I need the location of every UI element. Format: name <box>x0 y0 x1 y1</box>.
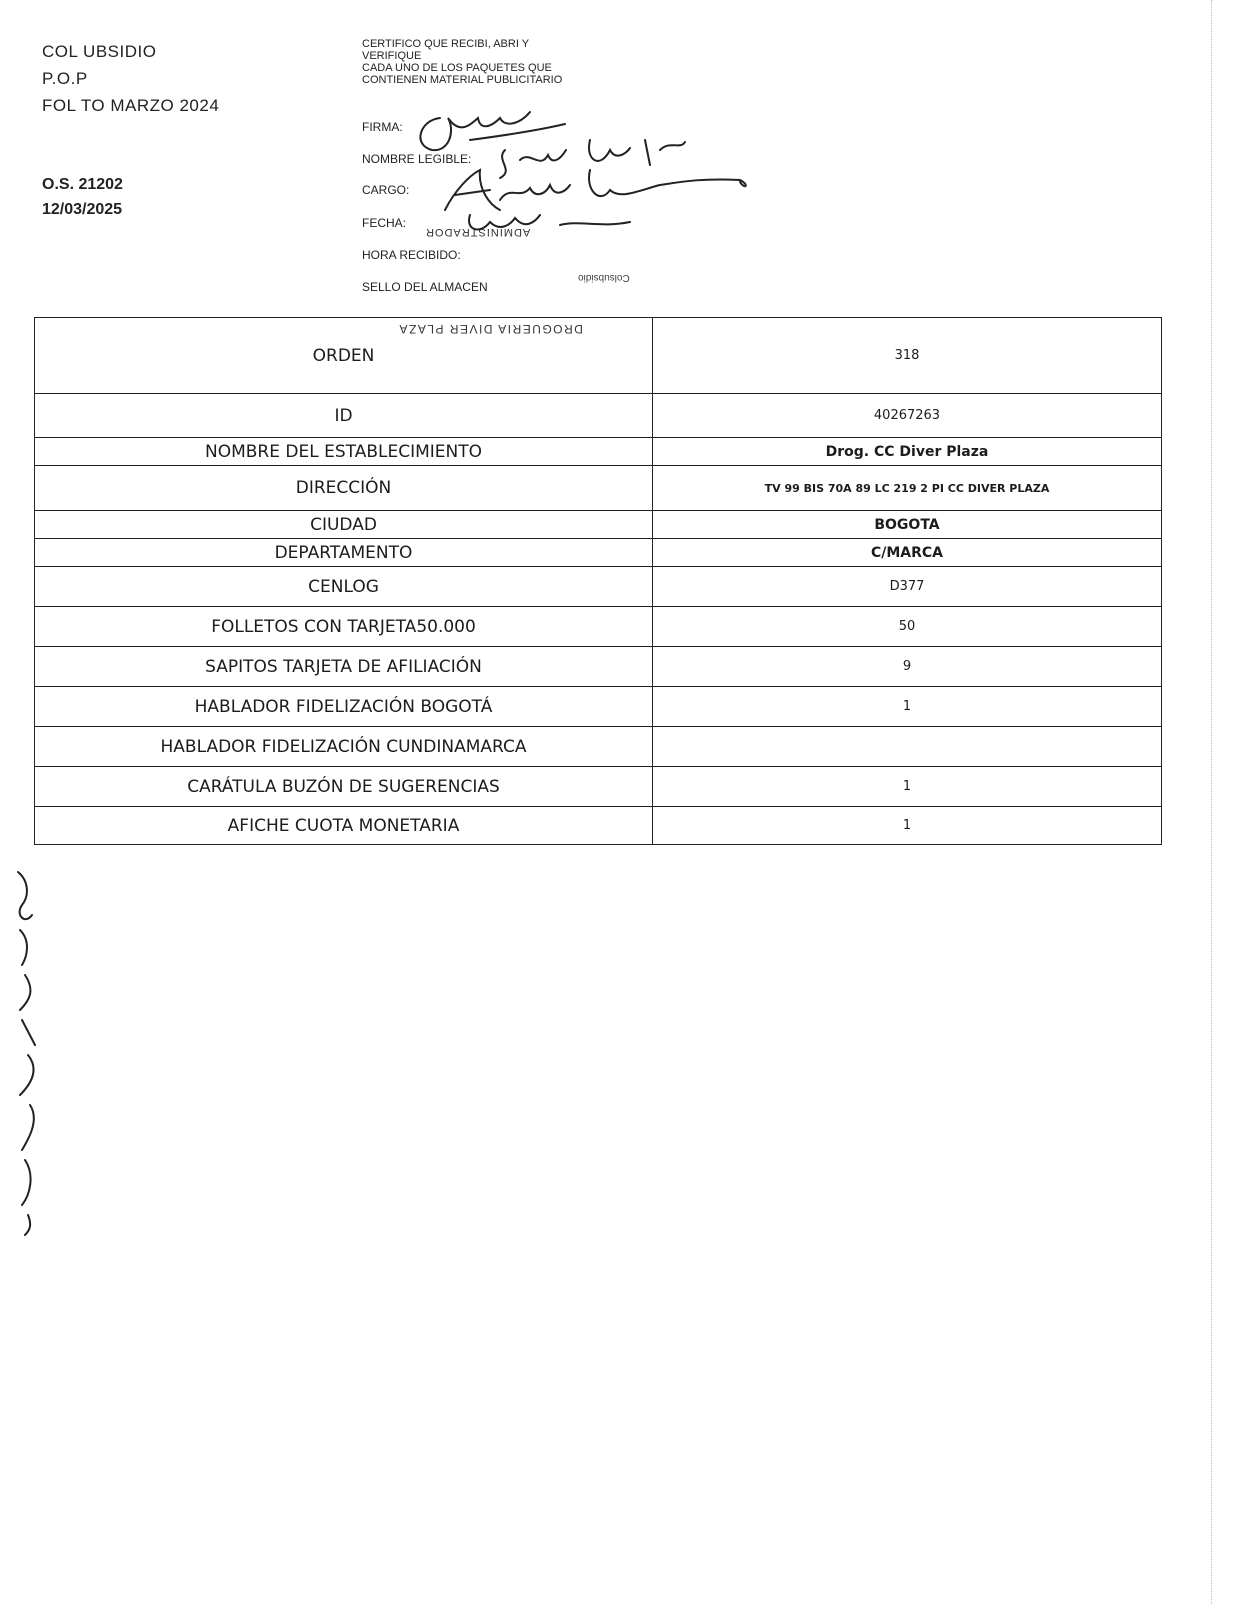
table-row <box>35 539 1162 567</box>
row-label: ORDEN <box>35 318 653 394</box>
table-row <box>35 727 1162 767</box>
row-value: D377 <box>653 567 1162 607</box>
row-label: HABLADOR FIDELIZACIÓN BOGOTÁ <box>35 687 653 727</box>
row-value: Drog. CC Diver Plaza <box>653 438 1162 466</box>
order-table <box>34 317 1162 845</box>
table-row <box>35 394 1162 438</box>
table-row <box>35 511 1162 539</box>
cert-line: CERTIFICO QUE RECIBI, ABRI Y <box>362 38 530 50</box>
row-value: TV 99 BIS 70A 89 LC 219 2 PI CC DIVER PLAZA <box>653 466 1162 511</box>
row-value: 9 <box>653 647 1162 687</box>
company-name: COL UBSIDIO <box>42 42 157 61</box>
fecha-label: FECHA: <box>362 216 407 230</box>
table-row <box>35 647 1162 687</box>
row-label: CIUDAD <box>35 511 653 539</box>
table-row <box>35 687 1162 727</box>
sello-label: SELLO DEL ALMACEN <box>362 280 488 294</box>
row-label: DIRECCIÓN <box>35 466 653 511</box>
fecha-signature <box>469 215 630 229</box>
row-label: CENLOG <box>35 567 653 607</box>
hora-label: HORA RECIBIDO: <box>362 248 461 262</box>
campaign-title: FOL TO MARZO 2024 <box>42 96 220 115</box>
fecha-stamp-value: ADMINISTRADOR <box>425 226 531 238</box>
store-stamp: DROGUERIA DIVER PLAZA <box>398 322 583 336</box>
row-value <box>653 727 1162 767</box>
firma-label: FIRMA: <box>362 120 403 134</box>
nombre-label: NOMBRE LEGIBLE: <box>362 152 472 166</box>
os-number: O.S. 21202 <box>42 176 123 193</box>
table-row <box>35 807 1162 845</box>
table-row <box>35 466 1162 511</box>
row-value: 1 <box>653 807 1162 845</box>
table-row <box>35 438 1162 466</box>
row-value: 318 <box>653 318 1162 394</box>
table-row <box>35 607 1162 647</box>
row-label: ID <box>35 394 653 438</box>
table-row <box>35 567 1162 607</box>
row-value: 1 <box>653 767 1162 807</box>
table-row <box>35 767 1162 807</box>
firma-signature <box>420 112 565 150</box>
cargo-signature <box>445 170 746 210</box>
cargo-label: CARGO: <box>362 183 410 197</box>
cert-line: CADA UNO DE LOS PAQUETES QUE <box>362 62 552 74</box>
row-label: SAPITOS TARJETA DE AFILIACIÓN <box>35 647 653 687</box>
department: P.O.P <box>42 69 88 88</box>
row-value: 50 <box>653 607 1162 647</box>
os-date: 12/03/2025 <box>42 201 123 218</box>
cert-line: CONTIENEN MATERIAL PUBLICITARIO <box>362 74 563 86</box>
row-label: AFICHE CUOTA MONETARIA <box>35 807 653 845</box>
margin-signature <box>18 872 35 1235</box>
row-label: HABLADOR FIDELIZACIÓN CUNDINAMARCA <box>35 727 653 767</box>
row-value: 1 <box>653 687 1162 727</box>
cert-line: VERIFIQUE <box>362 50 422 62</box>
row-label: CARÁTULA BUZÓN DE SUGERENCIAS <box>35 767 653 807</box>
nombre-signature <box>500 140 685 178</box>
row-value: C/MARCA <box>653 539 1162 567</box>
row-label: FOLLETOS CON TARJETA50.000 <box>35 607 653 647</box>
row-label: DEPARTAMENTO <box>35 539 653 567</box>
table-row <box>35 318 1162 394</box>
row-value: BOGOTA <box>653 511 1162 539</box>
row-label: NOMBRE DEL ESTABLECIMIENTO <box>35 438 653 466</box>
warehouse-stamp: Colsubsidio <box>578 272 630 283</box>
row-value: 40267263 <box>653 394 1162 438</box>
